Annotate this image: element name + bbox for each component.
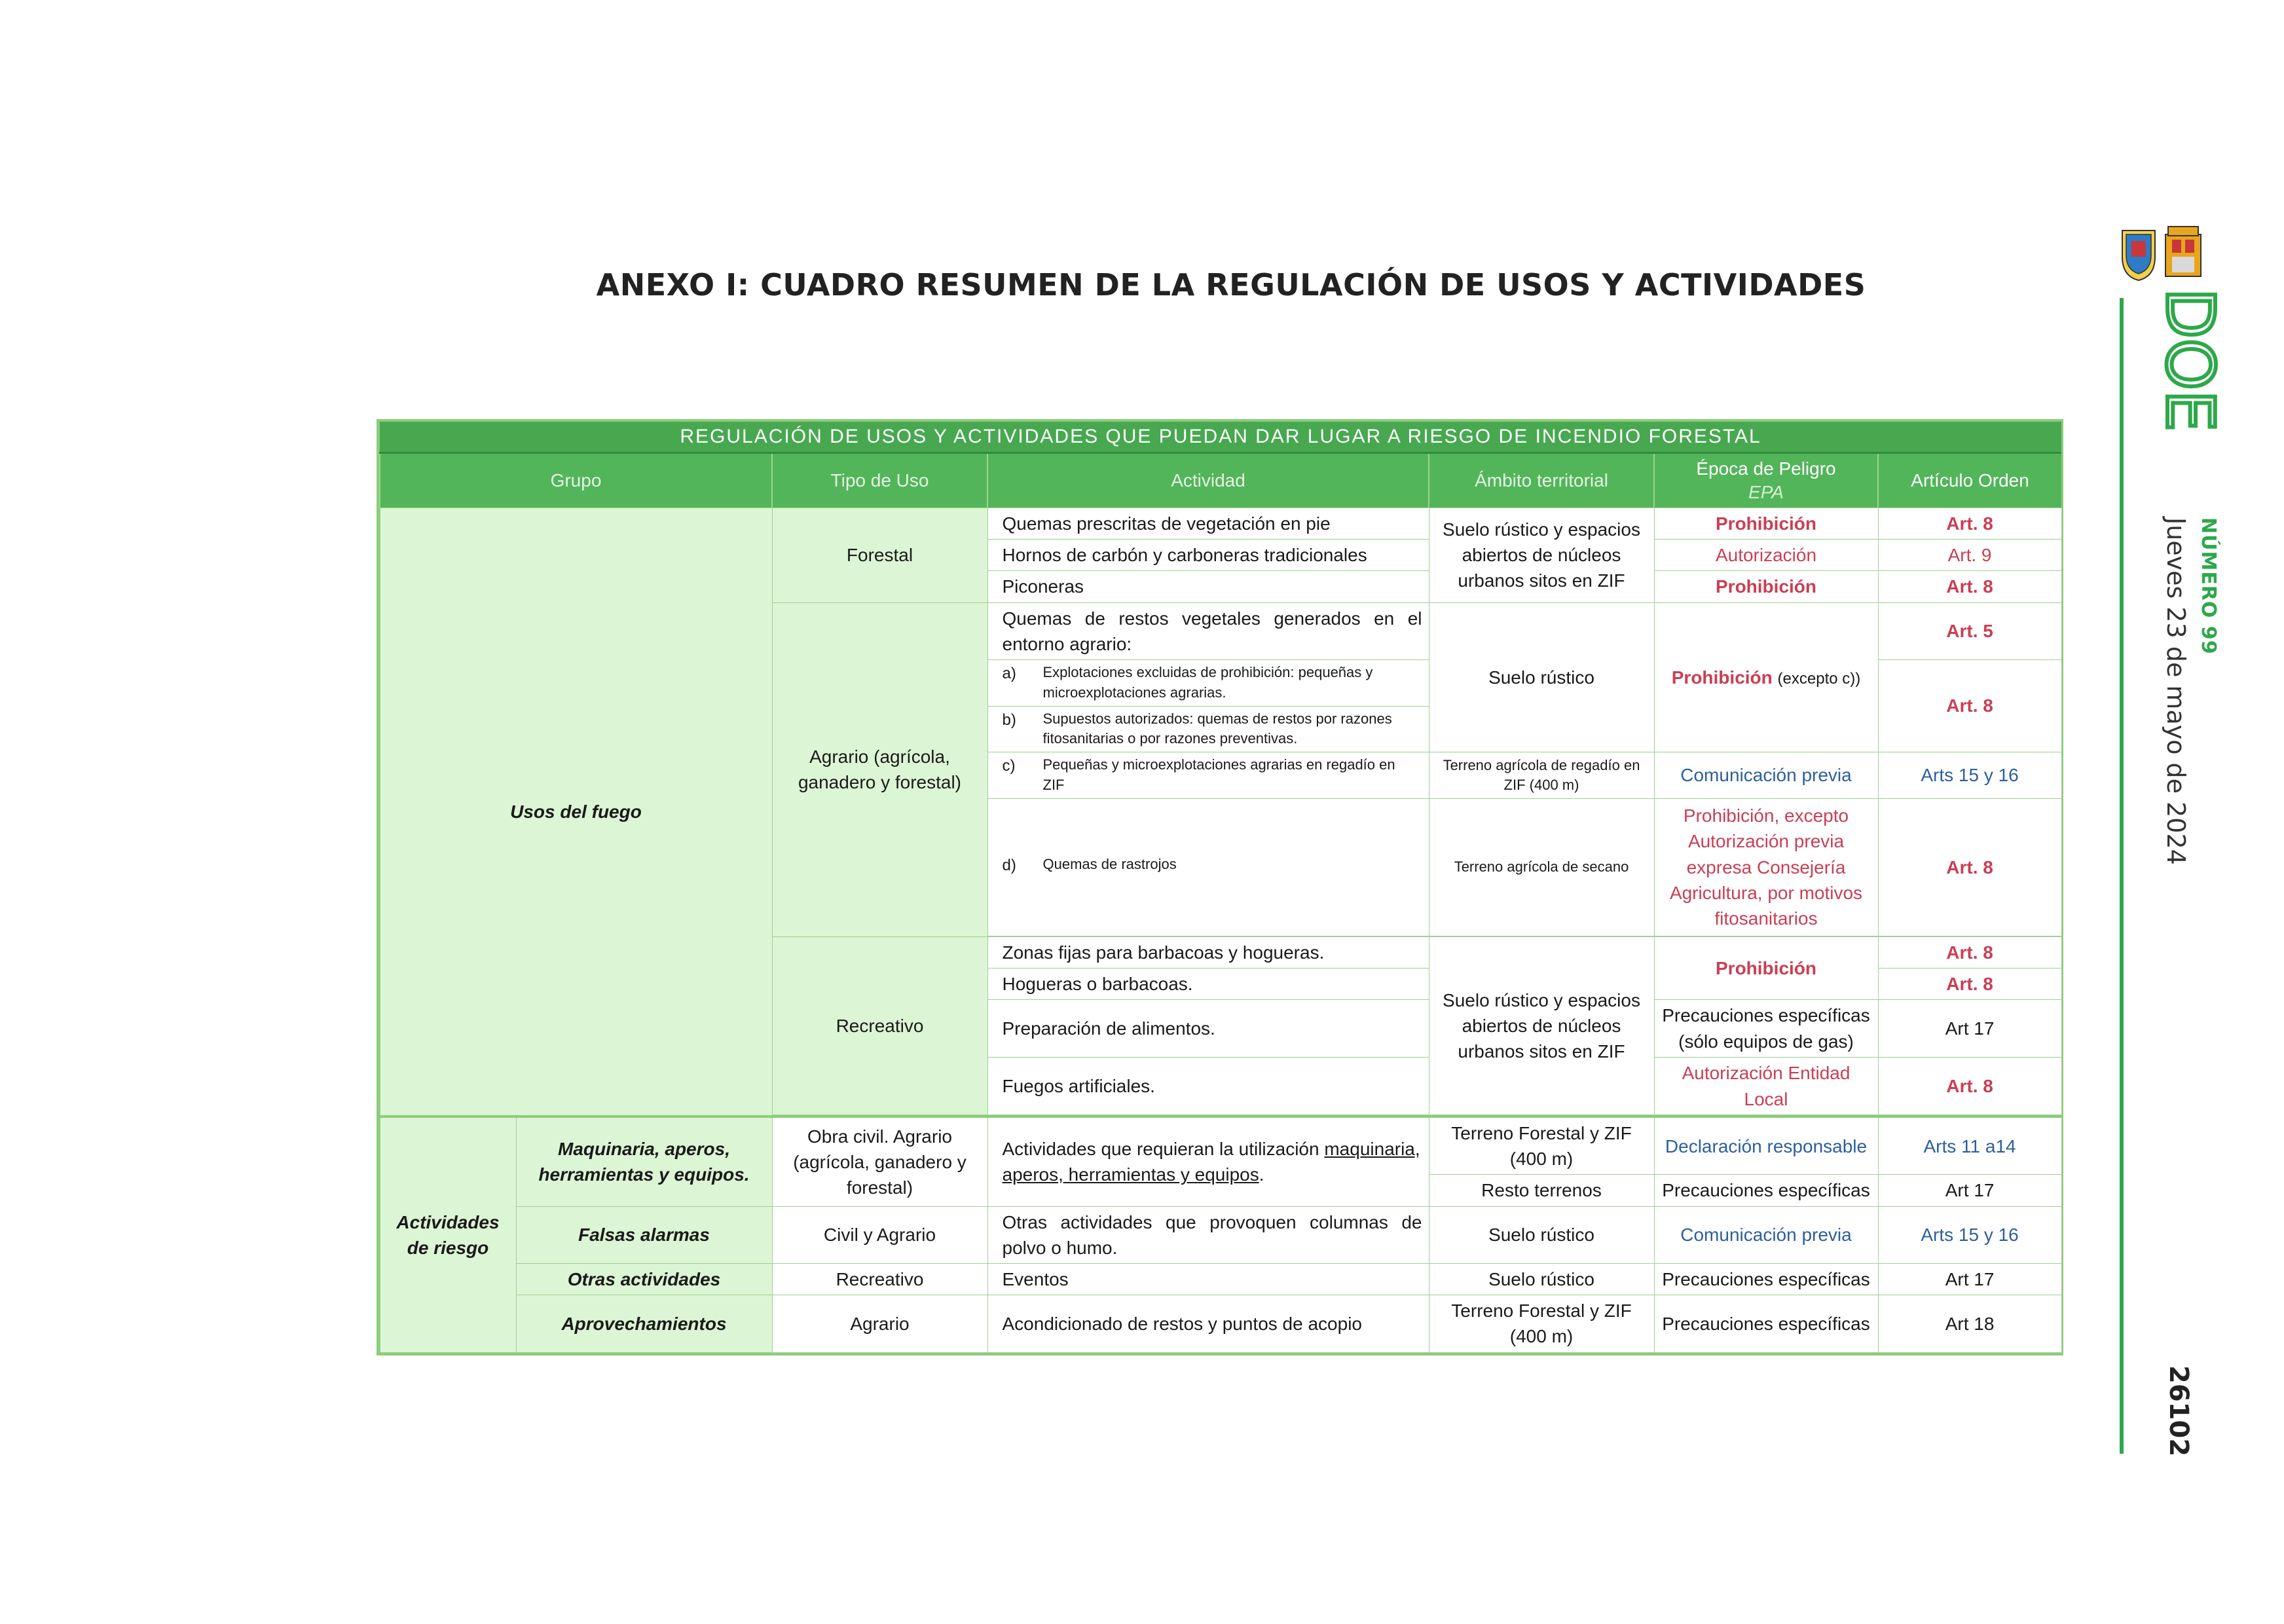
epoca-quemas-prescritas: Prohibición — [1654, 508, 1878, 540]
letter-a: a) — [1002, 664, 1016, 682]
header-articulo: Artículo Orden — [1878, 453, 2061, 508]
epoca-ab-note: (excepto c)) — [1777, 669, 1861, 688]
sub-aprovechamientos: Aprovechamientos — [516, 1295, 772, 1352]
epoca-d: Prohibición, excepto Autorización previa expresa Consejería Agricultura, por motivos fitosanitarios — [1654, 798, 1878, 936]
header-epoca — [1654, 453, 1878, 508]
doe-logo-text: DOE — [2152, 288, 2228, 432]
art-zonas-fijas: Art. 8 — [1878, 936, 2061, 968]
epoca-c: Comunicación previa — [1654, 752, 1878, 799]
tipo-agrario-aprov: Agrario — [772, 1295, 987, 1352]
epoca-eventos: Precauciones específicas — [1654, 1264, 1878, 1295]
issue-date: Jueves 23 de mayo de 2024 — [2162, 517, 2190, 865]
doe-logo — [2148, 288, 2228, 485]
actividad-maquinaria-suffix: . — [1259, 1164, 1264, 1185]
header-ambito: Ámbito territorial — [1429, 453, 1654, 508]
actividad-maquinaria-underlined: maquinaria, aperos, herramientas y equipos — [1002, 1139, 1420, 1185]
ambito-ab: Suelo rústico — [1429, 602, 1654, 752]
actividad-a — [987, 659, 1429, 706]
art-preparacion: Art 17 — [1878, 1000, 2061, 1058]
letter-c: c) — [1002, 757, 1016, 775]
epoca-maquinaria-forestal: Declaración responsable — [1654, 1116, 1878, 1175]
grupo-usos-fuego: Usos del fuego — [380, 508, 772, 1117]
page-title: ANEXO I: CUADRO RESUMEN DE LA REGULACIÓN DE USOS Y ACTIVIDADES — [596, 267, 1866, 303]
ambito-c: Terreno agrícola de regadío en ZIF (400 m) — [1429, 752, 1654, 799]
actividad-maquinaria — [987, 1116, 1429, 1206]
actividad-eventos: Eventos — [987, 1264, 1429, 1295]
ambito-maquinaria-forestal: Terreno Forestal y ZIF (400 m) — [1429, 1116, 1654, 1175]
letter-b: b) — [1002, 710, 1016, 729]
actividad-c — [987, 752, 1429, 799]
epoca-ab-main: Prohibición — [1671, 667, 1773, 688]
art-hornos-carbon: Art. 9 — [1878, 540, 2061, 571]
epoca-piconeras: Prohibición — [1654, 571, 1878, 602]
ambito-resto-terrenos: Resto terrenos — [1429, 1175, 1654, 1206]
art-hogueras: Art. 8 — [1878, 968, 2061, 999]
art-c: Arts 15 y 16 — [1878, 752, 2061, 799]
epoca-preparacion: Precauciones específicas (sólo equipos de gas) — [1654, 1000, 1878, 1058]
sub-otras-actividades: Otras actividades — [516, 1264, 772, 1295]
actividad-quemas-prescritas: Quemas prescritas de vegetación en pie — [987, 508, 1429, 540]
grupo-actividades-riesgo: Actividades de riesgo — [380, 1116, 516, 1352]
tipo-civil-agrario: Civil y Agrario — [772, 1206, 987, 1263]
art-resto-terrenos: Art 17 — [1878, 1175, 2061, 1206]
ambito-d: Terreno agrícola de secano — [1429, 798, 1654, 936]
actividad-fuegos-artificiales: Fuegos artificiales. — [987, 1058, 1429, 1115]
page-number: 26102 — [2164, 1365, 2194, 1457]
actividad-quemas-intro: Quemas de restos vegetales generados en el entorno agrario: — [987, 602, 1429, 659]
ambito-acondicionado: Terreno Forestal y ZIF (400 m) — [1429, 1295, 1654, 1352]
tipo-obra-civil: Obra civil. Agrario (agrícola, ganadero y forestal) — [772, 1116, 987, 1206]
header-tipo-uso: Tipo de Uso — [772, 453, 987, 508]
header-grupo: Grupo — [380, 453, 772, 508]
header-epa: EPA — [1748, 482, 1784, 502]
header-epoca-label: Época de Peligro — [1696, 458, 1836, 479]
sub-maquinaria: Maquinaria, aperos, herramientas y equipos. — [516, 1116, 772, 1206]
ambito-recreativo: Suelo rústico y espacios abiertos de núcleos urbanos sitos en ZIF — [1429, 936, 1654, 1115]
tipo-recreativo: Recreativo — [772, 936, 987, 1115]
art-d: Art. 8 — [1878, 798, 2061, 936]
epoca-acondicionado: Precauciones específicas — [1654, 1295, 1878, 1352]
epoca-ab — [1654, 602, 1878, 752]
art-fuegos-artificiales: Art. 8 — [1878, 1058, 2061, 1115]
ambito-falsas-alarmas: Suelo rústico — [1429, 1206, 1654, 1263]
tipo-agrario: Agrario (agrícola, ganadero y forestal) — [772, 602, 987, 936]
art-quemas-prescritas: Art. 8 — [1878, 508, 2061, 540]
ambito-forestal: Suelo rústico y espacios abiertos de núcleos urbanos sitos en ZIF — [1429, 508, 1654, 603]
art-falsas-alarmas: Arts 15 y 16 — [1878, 1206, 2061, 1263]
epoca-fuegos-artificiales: Autorización Entidad Local — [1654, 1058, 1878, 1115]
actividad-d — [987, 798, 1429, 936]
art-eventos: Art 17 — [1878, 1264, 2061, 1295]
issue-number: NÚMERO 99 — [2197, 517, 2220, 655]
letter-d: d) — [1002, 856, 1016, 874]
epoca-falsas-alarmas: Comunicación previa — [1654, 1206, 1878, 1263]
text-c: Pequeñas y microexplotaciones agrarias en regadío en ZIF — [1042, 756, 1395, 793]
actividad-hornos-carbon: Hornos de carbón y carboneras tradicionales — [987, 540, 1429, 571]
issue-info — [2128, 517, 2220, 865]
epoca-prohibicion-recreativo: Prohibición — [1654, 936, 1878, 999]
text-a: Explotaciones excluidas de prohibición: pequeñas y microexplotaciones agrarias. — [1042, 663, 1373, 701]
tipo-recreativo-eventos: Recreativo — [772, 1264, 987, 1295]
art-acondicionado: Art 18 — [1878, 1295, 2061, 1352]
tipo-forestal: Forestal — [772, 508, 987, 603]
art-maquinaria-forestal: Arts 11 a14 — [1878, 1116, 2061, 1175]
actividad-preparacion: Preparación de alimentos. — [987, 1000, 1429, 1058]
table-banner: REGULACIÓN DE USOS Y ACTIVIDADES QUE PUEDAN DAR LUGAR A RIESGO DE INCENDIO FORESTAL — [380, 422, 2061, 453]
text-d: Quemas de rastrojos — [1042, 855, 1177, 872]
actividad-acondicionado: Acondicionado de restos y puntos de acopio — [987, 1295, 1429, 1352]
doe-divider — [2120, 298, 2124, 1454]
epoca-resto-terrenos: Precauciones específicas — [1654, 1175, 1878, 1206]
regulation-table — [377, 419, 2063, 1356]
coat-of-arms-icon — [2117, 221, 2206, 282]
art-ab: Art. 8 — [1878, 659, 2061, 752]
text-b: Supuestos autorizados: quemas de restos por razones fitosanitarias o por razones preventivas. — [1042, 710, 1392, 747]
actividad-maquinaria-prefix: Actividades que requieran la utilización — [1002, 1139, 1325, 1160]
actividad-b — [987, 706, 1429, 752]
actividad-falsas-alarmas: Otras actividades que provoquen columnas de polvo o humo. — [987, 1206, 1429, 1263]
art-quemas-intro: Art. 5 — [1878, 602, 2061, 659]
actividad-piconeras: Piconeras — [987, 571, 1429, 602]
header-actividad: Actividad — [987, 453, 1429, 508]
sub-falsas-alarmas: Falsas alarmas — [516, 1206, 772, 1263]
actividad-hogueras: Hogueras o barbacoas. — [987, 968, 1429, 999]
art-piconeras: Art. 8 — [1878, 571, 2061, 602]
actividad-zonas-fijas: Zonas fijas para barbacoas y hogueras. — [987, 936, 1429, 968]
epoca-hornos-carbon: Autorización — [1654, 540, 1878, 571]
ambito-eventos: Suelo rústico — [1429, 1264, 1654, 1295]
